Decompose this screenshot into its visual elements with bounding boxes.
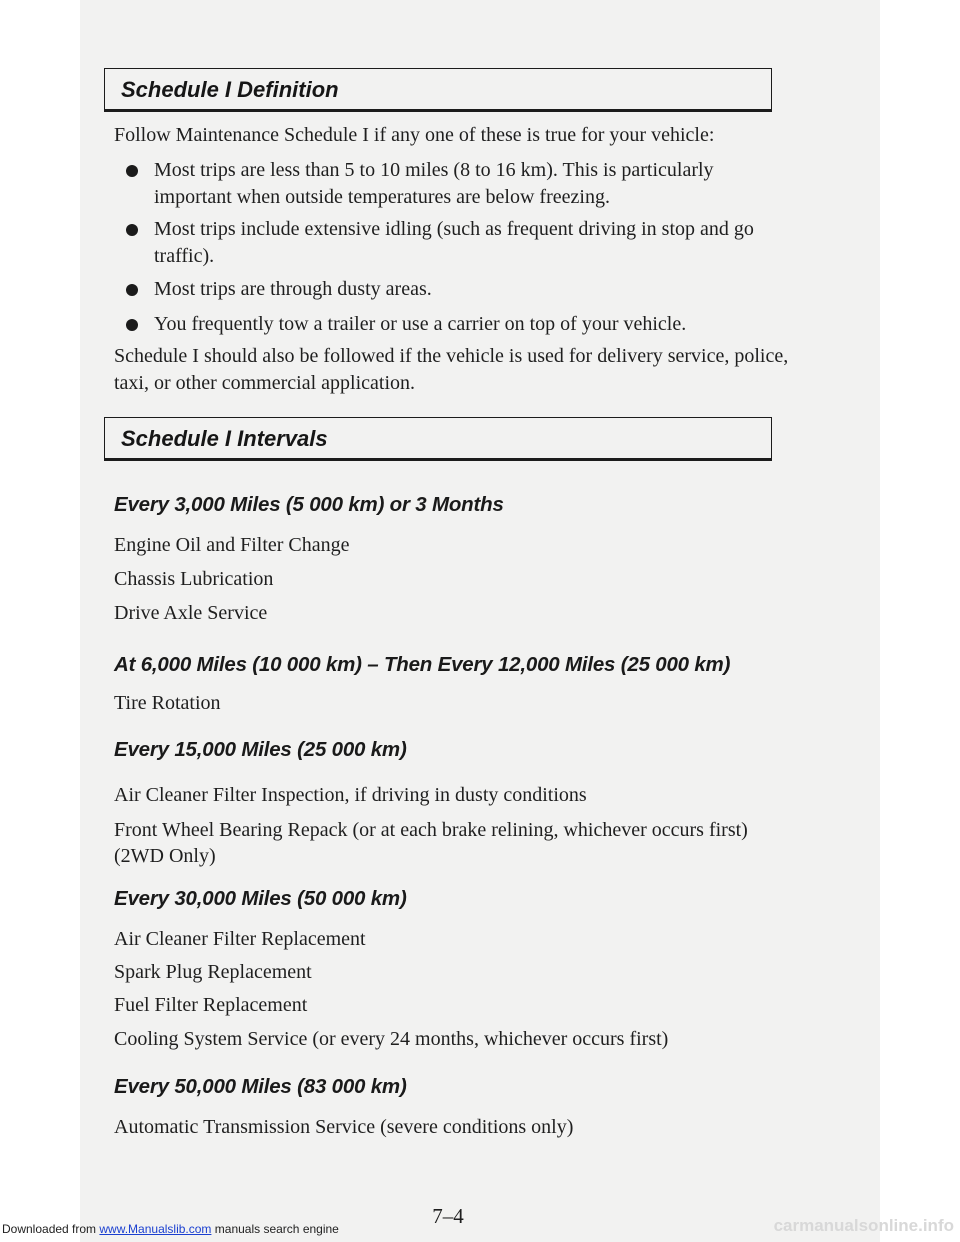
interval-item: Automatic Transmission Service (severe conditions only) bbox=[114, 1116, 574, 1138]
interval-item: Fuel Filter Replacement bbox=[114, 994, 308, 1016]
bullet-icon bbox=[126, 224, 138, 236]
interval-item: Front Wheel Bearing Repack (or at each brake relining, whichever occurs first) (2WD Only) bbox=[114, 819, 748, 867]
interval-item: Cooling System Service (or every 24 months, whichever occurs first) bbox=[114, 1028, 669, 1050]
bullet-icon bbox=[126, 284, 138, 296]
interval-item: Chassis Lubrication bbox=[114, 568, 274, 590]
bullet-text: Most trips include extensive idling (such as frequent driving in stop and go traffic). bbox=[154, 218, 754, 267]
bullet-text: You frequently tow a trailer or use a carrier on top of your vehicle. bbox=[154, 313, 687, 335]
definition-title: Schedule I Definition bbox=[121, 77, 339, 102]
interval-item: Tire Rotation bbox=[114, 692, 221, 714]
list-item bbox=[126, 276, 786, 303]
interval-heading: Every 50,000 Miles (83 000 km) bbox=[114, 1075, 407, 1098]
bullet-text: Most trips are through dusty areas. bbox=[154, 278, 432, 300]
definition-intro: Follow Maintenance Schedule I if any one of these is true for your vehicle: bbox=[114, 124, 715, 146]
interval-item: Engine Oil and Filter Change bbox=[114, 534, 350, 556]
bullet-icon bbox=[126, 319, 138, 331]
definition-note: Schedule I should also be followed if the vehicle is used for delivery service, police, taxi, or other commercial application. bbox=[114, 345, 789, 394]
interval-heading: Every 3,000 Miles (5 000 km) or 3 Months bbox=[114, 493, 504, 516]
definition-heading-box bbox=[104, 68, 772, 112]
download-footer bbox=[2, 1222, 339, 1236]
interval-item: Drive Axle Service bbox=[114, 602, 268, 624]
interval-heading: Every 30,000 Miles (50 000 km) bbox=[114, 887, 407, 910]
interval-item: Spark Plug Replacement bbox=[114, 961, 312, 983]
bullet-text: Most trips are less than 5 to 10 miles (8 to 16 km). This is particularly important when outside temperatures are below freezing. bbox=[154, 159, 714, 208]
list-item bbox=[126, 311, 786, 338]
page-number: 7–4 bbox=[432, 1204, 464, 1228]
site-watermark: carmanualsonline.info bbox=[773, 1216, 954, 1235]
interval-heading: At 6,000 Miles (10 000 km) – Then Every 12,000 Miles (25 000 km) bbox=[114, 653, 731, 676]
list-item bbox=[126, 157, 786, 211]
manualslib-link[interactable]: www.Manualslib.com bbox=[99, 1222, 212, 1236]
intervals-title: Schedule I Intervals bbox=[121, 426, 328, 451]
interval-item: Air Cleaner Filter Replacement bbox=[114, 928, 366, 950]
interval-heading: Every 15,000 Miles (25 000 km) bbox=[114, 738, 407, 761]
footer-suffix: manuals search engine bbox=[211, 1222, 339, 1236]
intervals-heading-box bbox=[104, 417, 772, 461]
list-item bbox=[126, 216, 786, 270]
bullet-icon bbox=[126, 165, 138, 177]
interval-item: Air Cleaner Filter Inspection, if driving in dusty conditions bbox=[114, 784, 587, 806]
footer-prefix: Downloaded from bbox=[2, 1222, 100, 1236]
